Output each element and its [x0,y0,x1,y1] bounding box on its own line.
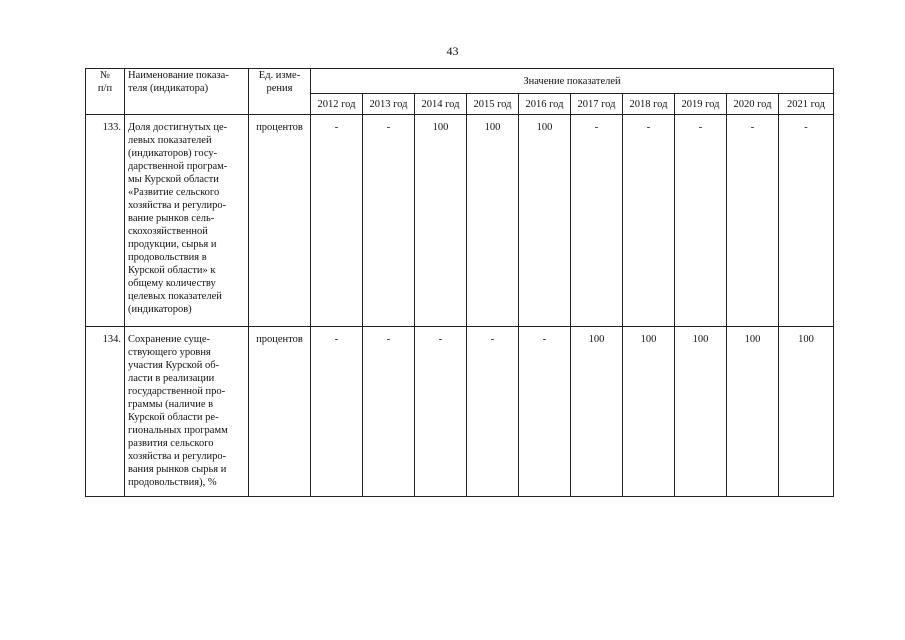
row-number: 133. [86,115,125,327]
col-header-values-group: Значение показателей [311,69,834,94]
value-cell: 100 [727,327,779,497]
indicators-table [85,68,834,497]
col-header-year: 2017 год [571,94,623,115]
value-cell: - [311,115,363,327]
unit-cell: процентов [249,115,311,327]
value-cell: - [311,327,363,497]
value-cell: - [363,115,415,327]
indicator-name: Сохранение суще- ствующего уровня участия Курской об- ласти в реализации государственной про- граммы (наличие в Курской области ре- гиональных программ развития сельского хозяйства и регулиро- вания рынков сырья и продовольствия), % [125,327,249,497]
col-header-year: 2012 год [311,94,363,115]
value-cell: - [727,115,779,327]
col-header-year: 2021 год [779,94,834,115]
row-number: 134. [86,327,125,497]
value-cell: 100 [519,115,571,327]
value-cell: - [675,115,727,327]
col-header-year: 2015 год [467,94,519,115]
header-row-top [86,69,834,94]
col-header-year: 2016 год [519,94,571,115]
col-header-name: Наименование показа- теля (индикатора) [125,69,249,115]
value-cell: - [779,115,834,327]
col-header-year: 2019 год [675,94,727,115]
value-cell: - [623,115,675,327]
table-row [86,327,834,497]
col-header-unit: Ед. изме- рения [249,69,311,115]
col-header-year: 2013 год [363,94,415,115]
value-cell: 100 [623,327,675,497]
col-header-year: 2020 год [727,94,779,115]
page-number: 43 [446,44,459,58]
col-header-year: 2014 год [415,94,467,115]
unit-cell: процентов [249,327,311,497]
value-cell: 100 [415,115,467,327]
col-header-year: 2018 год [623,94,675,115]
value-cell: 100 [467,115,519,327]
value-cell: 100 [779,327,834,497]
table-row [86,115,834,327]
value-cell: - [363,327,415,497]
col-header-number: № п/п [86,69,125,115]
value-cell: - [571,115,623,327]
value-cell: - [467,327,519,497]
value-cell: - [519,327,571,497]
value-cell: 100 [571,327,623,497]
value-cell: 100 [675,327,727,497]
value-cell: - [415,327,467,497]
indicator-name: Доля достигнутых це- левых показателей (индикаторов) госу- дарственной програм- мы Курской области «Развитие сельского хозяйства и регулиро- вание рынков сель- скохозяйственной продукции, сырья и продовольствия в Курской области» к общему количеству целевых показателей (индикаторов) [125,115,249,327]
